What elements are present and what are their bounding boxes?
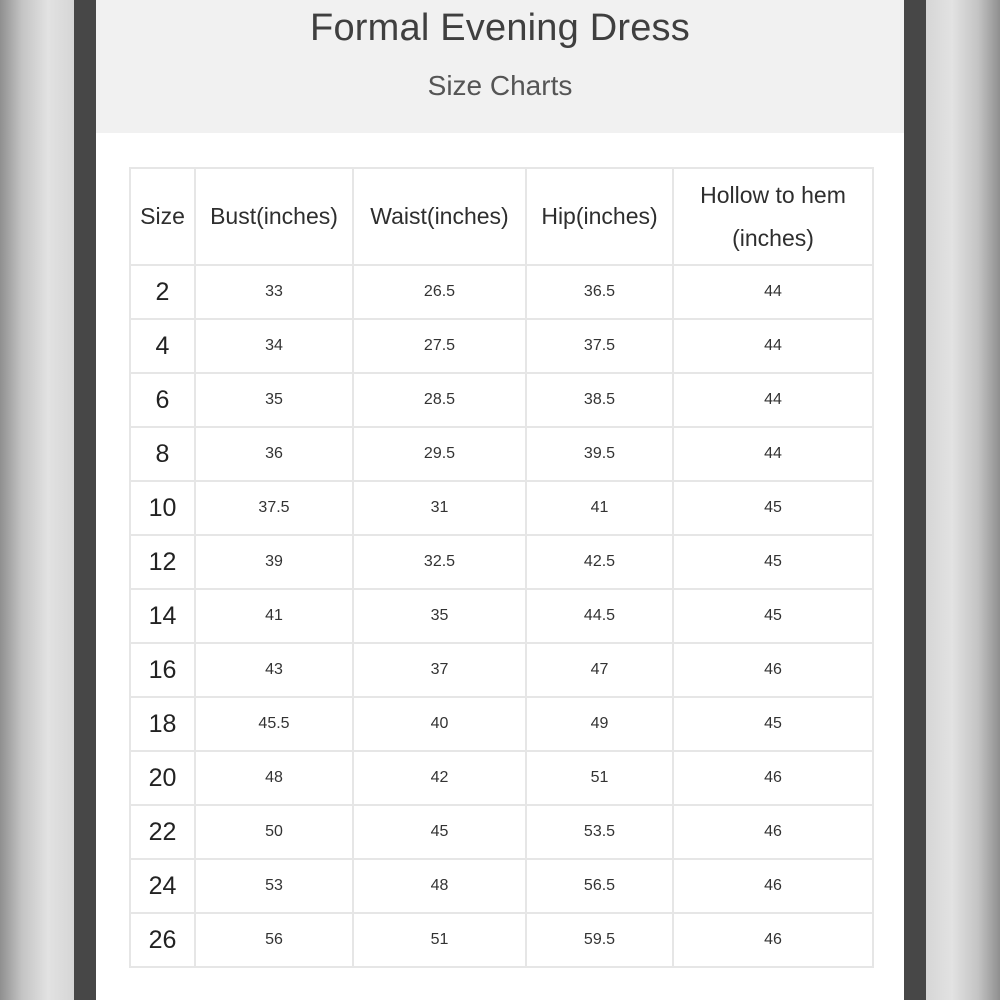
waist-cell: 32.5 — [353, 535, 526, 589]
size-chart-card — [96, 0, 904, 1000]
size-cell: 2 — [130, 265, 195, 319]
size-cell: 16 — [130, 643, 195, 697]
waist-cell: 37 — [353, 643, 526, 697]
bust-cell: 43 — [195, 643, 353, 697]
bust-cell: 56 — [195, 913, 353, 967]
hip-cell: 51 — [526, 751, 673, 805]
hollow-to-hem-cell: 46 — [673, 859, 873, 913]
waist-cell: 51 — [353, 913, 526, 967]
size-cell: 6 — [130, 373, 195, 427]
waist-cell: 45 — [353, 805, 526, 859]
hollow-to-hem-cell: 44 — [673, 319, 873, 373]
table-row — [130, 643, 873, 697]
size-cell: 12 — [130, 535, 195, 589]
size-cell: 14 — [130, 589, 195, 643]
waist-cell: 28.5 — [353, 373, 526, 427]
page-header — [96, 0, 904, 133]
hip-cell: 59.5 — [526, 913, 673, 967]
page-subtitle: Size Charts — [427, 70, 573, 101]
bust-cell: 41 — [195, 589, 353, 643]
hollow-to-hem-cell: 45 — [673, 589, 873, 643]
column-header-size: Size — [130, 168, 195, 265]
bust-cell: 34 — [195, 319, 353, 373]
waist-cell: 40 — [353, 697, 526, 751]
size-cell: 22 — [130, 805, 195, 859]
hollow-to-hem-cell: 45 — [673, 481, 873, 535]
page-title: Formal Evening Dress — [310, 7, 690, 49]
hollow-to-hem-cell: 45 — [673, 535, 873, 589]
bust-cell: 39 — [195, 535, 353, 589]
bust-cell: 37.5 — [195, 481, 353, 535]
bust-cell: 45.5 — [195, 697, 353, 751]
table-row — [130, 373, 873, 427]
waist-cell: 48 — [353, 859, 526, 913]
size-cell: 10 — [130, 481, 195, 535]
hollow-to-hem-cell: 44 — [673, 265, 873, 319]
column-header-bust: Bust(inches) — [195, 168, 353, 265]
table-row — [130, 859, 873, 913]
size-chart-table — [129, 167, 874, 968]
bust-cell: 50 — [195, 805, 353, 859]
column-header-waist: Waist(inches) — [353, 168, 526, 265]
table-row — [130, 913, 873, 967]
frame-right-border — [904, 0, 926, 1000]
table-row — [130, 427, 873, 481]
table-row — [130, 535, 873, 589]
hollow-to-hem-cell: 46 — [673, 643, 873, 697]
frame-left-border — [74, 0, 96, 1000]
hip-cell: 44.5 — [526, 589, 673, 643]
hip-cell: 36.5 — [526, 265, 673, 319]
hip-cell: 41 — [526, 481, 673, 535]
hip-cell: 47 — [526, 643, 673, 697]
hip-cell: 42.5 — [526, 535, 673, 589]
bust-cell: 35 — [195, 373, 353, 427]
table-row — [130, 265, 873, 319]
hollow-to-hem-cell: 46 — [673, 751, 873, 805]
size-cell: 24 — [130, 859, 195, 913]
hip-cell: 37.5 — [526, 319, 673, 373]
hollow-to-hem-cell: 44 — [673, 373, 873, 427]
hollow-to-hem-cell: 46 — [673, 805, 873, 859]
waist-cell: 35 — [353, 589, 526, 643]
hollow-to-hem-cell: 45 — [673, 697, 873, 751]
bust-cell: 33 — [195, 265, 353, 319]
table-row — [130, 751, 873, 805]
size-cell: 4 — [130, 319, 195, 373]
waist-cell: 27.5 — [353, 319, 526, 373]
waist-cell: 29.5 — [353, 427, 526, 481]
size-cell: 8 — [130, 427, 195, 481]
hip-cell: 53.5 — [526, 805, 673, 859]
table-header-row — [130, 168, 873, 265]
waist-cell: 42 — [353, 751, 526, 805]
hip-cell: 38.5 — [526, 373, 673, 427]
hollow-to-hem-cell: 46 — [673, 913, 873, 967]
table-row — [130, 697, 873, 751]
table-row — [130, 805, 873, 859]
column-header-hollow-to-hem: Hollow to hem (inches) — [673, 168, 873, 265]
size-cell: 20 — [130, 751, 195, 805]
table-row — [130, 481, 873, 535]
hollow-to-hem-cell: 44 — [673, 427, 873, 481]
bust-cell: 36 — [195, 427, 353, 481]
bust-cell: 48 — [195, 751, 353, 805]
waist-cell: 31 — [353, 481, 526, 535]
column-header-hip: Hip(inches) — [526, 168, 673, 265]
waist-cell: 26.5 — [353, 265, 526, 319]
hip-cell: 56.5 — [526, 859, 673, 913]
bust-cell: 53 — [195, 859, 353, 913]
size-cell: 26 — [130, 913, 195, 967]
hip-cell: 49 — [526, 697, 673, 751]
table-row — [130, 589, 873, 643]
hip-cell: 39.5 — [526, 427, 673, 481]
size-cell: 18 — [130, 697, 195, 751]
table-row — [130, 319, 873, 373]
